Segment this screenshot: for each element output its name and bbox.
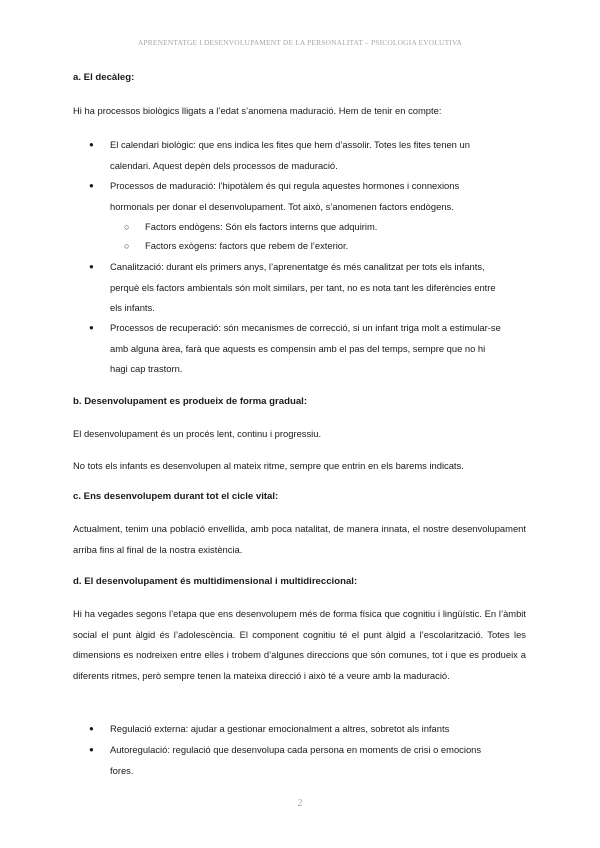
- sub-list-item: ○ Factors exògens: factors que rebem de l’exterior.: [145, 236, 348, 257]
- circle-bullet-icon: ○: [124, 241, 130, 251]
- list-item: ● Autoregulació: regulació que desenvolupa cada persona en moments de crisi o emocions fores.: [110, 740, 481, 781]
- section-d-heading: d. El desenvolupament és multidimensional i multidireccional:: [73, 576, 358, 587]
- section-a-intro: Hi ha processos biològics lligats a l’edat s’anomena maduració. Hem de tenir en compte:: [73, 105, 442, 116]
- section-b-paragraph: El desenvolupament és un procés lent, continu i progressiu.: [73, 428, 322, 439]
- section-c-heading: c. Ens desenvolupem durant tot el cicle vital:: [73, 491, 279, 502]
- list-item: ● Canalització: durant els primers anys, l’aprenentatge és més canalitzat per tots els infants, perquè els factors ambientals són molt similars, per tant, no es nota tant les diferències entre els infants.: [110, 257, 496, 319]
- sub-list-item: ○ Factors endògens: Són els factors interns que adquirim.: [145, 217, 377, 238]
- list-item: ● El calendari biològic: que ens indica les fites que hem d’assolir. Totes les fites tenen un calendari. Aquest depèn dels processos de maduració.: [110, 135, 470, 176]
- list-item: ● Processos de maduració: l’hipotàlem és qui regula aquestes hormones i connexions hormonals per donar el desenvolupament. Tot això, s’anomenen factors endògens.: [110, 176, 459, 217]
- list-item: ● Regulació externa: ajudar a gestionar emocionalment a altres, sobretot als infants: [110, 719, 449, 740]
- section-d-paragraph: Hi ha vegades segons l’etapa que ens desenvolupem més de forma física que cognitiu i lingüístic. En l’àmbit social el punt àlgid és l’adolescència. El component cognitiu té el punt àlgid a l’escolarització. Totes les dimensions es nodreixen entre elles i trobem d’algunes direccions que són comunes, tot i que es produeix a diferents ritmes, però sempre tenen la mateixa direcció i això té a veure amb la maduració.: [73, 608, 526, 681]
- bullet-icon: ●: [89, 140, 94, 149]
- bullet-icon: ●: [89, 323, 94, 332]
- section-c-paragraph: Actualment, tenim una població envellida, amb poca natalitat, de manera innata, el nostre desenvolupament arriba fins al final de la nostra existència.: [73, 523, 526, 555]
- bullet-icon: ●: [89, 262, 94, 271]
- circle-bullet-icon: ○: [124, 222, 130, 232]
- list-item: ● Processos de recuperació: són mecanismes de correcció, si un infant triga molt a estimular-se amb alguna àrea, farà que aquests es compensin amb el pas del temps, sempre que no hi hagi cap trastorn.: [110, 318, 501, 380]
- running-header: APRENENTATGE I DESENVOLUPAMENT DE LA PERSONALITAT – PSICOLOGIA EVOLUTIVA: [137, 38, 463, 47]
- section-a-heading: a. El decàleg:: [73, 72, 135, 83]
- bullet-icon: ●: [89, 745, 94, 754]
- bullet-icon: ●: [89, 724, 94, 733]
- section-b-paragraph: No tots els infants es desenvolupen al mateix ritme, sempre que entrin en els barems indicats.: [73, 460, 464, 471]
- bullet-icon: ●: [89, 181, 94, 190]
- page-number: 2: [297, 798, 303, 809]
- section-b-heading: b. Desenvolupament es produeix de forma gradual:: [73, 396, 308, 407]
